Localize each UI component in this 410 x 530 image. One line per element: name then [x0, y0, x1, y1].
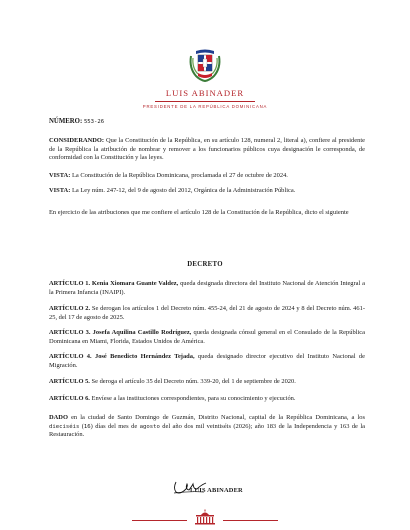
- vista-label-2: VISTA:: [49, 187, 71, 194]
- articulo-6: [49, 395, 365, 404]
- vista-paragraph-1: [49, 172, 365, 181]
- vista-label-1: VISTA:: [49, 172, 71, 179]
- numero-value: 553-26: [83, 119, 105, 125]
- dado-text-1: en la ciudad de Santo Domingo de Guzmán, Distrito Nacional, capital de la República Dominicana, a los: [67, 414, 365, 421]
- dado-text-2: (: [79, 422, 84, 430]
- articulo-2: [49, 305, 365, 322]
- decreto-title: DECRETO: [187, 261, 223, 268]
- footer-divider-left: [132, 520, 187, 521]
- dado-paragraph: [49, 414, 365, 440]
- articulo-3-label: ARTÍCULO 3.: [49, 329, 91, 336]
- considerando-text: Que la Constitución de la República, en su artículo 128, numeral 2, literal a), confiere al presidente de la República la atribución de nombrar y remover a los funcionarios públicos cuya designación le corresponda, de conformidad con la Constitución y las leyes.: [49, 137, 365, 162]
- footer-divider-right: [223, 520, 278, 521]
- ejercicio-paragraph: En ejercicio de las atribuciones que me confiere el artículo 128 de la Constitución de la República, dicto el siguiente: [49, 209, 349, 216]
- articulo-4-label: ARTÍCULO 4.: [49, 353, 92, 360]
- articulo-1-name: Kenia Xiomara Guante Valdez,: [90, 280, 179, 287]
- articulo-5: [49, 378, 365, 387]
- numero-label: NÚMERO:: [49, 118, 83, 125]
- decree-number: [49, 118, 104, 125]
- articulo-5-text: Se deroga el artículo 35 del Decreto núm. 339-20, del 1 de septiembre de 2020.: [89, 378, 296, 385]
- dado-month: agosto: [139, 423, 160, 430]
- articulo-2-text: Se derogan los artículos 1 del Decreto núm. 455-24, del 21 de agosto de 2024 y 8 del Decreto núm. 461-25, del 17 de agosto de 2025.: [49, 305, 365, 321]
- articulo-6-label: ARTÍCULO 6.: [49, 395, 90, 402]
- dado-text-3: ) días del mes de: [90, 422, 140, 430]
- articulo-2-label: ARTÍCULO 2.: [49, 305, 91, 312]
- articulo-1-label: ARTÍCULO 1.: [49, 280, 91, 287]
- articulo-3-text: queda designada cónsul general en el Consulado de la República Dominicana en Miami, Florida, Estados Unidos de América.: [49, 329, 365, 345]
- considerando-label: CONSIDERANDO:: [49, 137, 105, 144]
- considerando-paragraph: [49, 137, 365, 163]
- national-palace-icon: [193, 509, 217, 525]
- coat-of-arms-icon: [187, 46, 223, 84]
- vista-paragraph-2: [49, 187, 365, 196]
- articulo-5-label: ARTÍCULO 5.: [49, 378, 90, 385]
- dado-label: DADO: [49, 414, 68, 421]
- articulo-3: [49, 329, 365, 346]
- header-divider: [155, 101, 255, 102]
- articulo-4: [49, 353, 365, 370]
- vista-text-1: La Constitución de la República Dominicana, proclamada el 27 de octubre de 2024.: [70, 172, 288, 179]
- articulo-4-text: queda designado director ejecutivo del Instituto Nacional de Migración.: [49, 353, 365, 369]
- dado-day-number: 16: [83, 423, 91, 430]
- articulo-1-text: queda designada directora del Instituto Nacional de Atención Integral a la Primera Infancia (INAIPI).: [49, 280, 365, 296]
- dado-day-word: dieciséis: [49, 423, 80, 430]
- vista-text-2: La Ley núm. 247-12, del 9 de agosto del 2012, Orgánica de la Administración Pública.: [70, 187, 296, 194]
- president-subtitle: PRESIDENTE DE LA REPÚBLICA DOMINICANA: [142, 104, 268, 109]
- president-name-heading: LUIS ABINADER: [165, 88, 245, 98]
- articulo-6-text: Envíese a las instituciones correspondientes, para su conocimiento y ejecución.: [89, 395, 296, 402]
- articulo-1: [49, 280, 365, 297]
- articulo-3-name: Josefa Aquilina Castillo Rodríguez,: [90, 329, 192, 336]
- dado-text-4: del año dos mil veintiséis (2026); año 183 de la Independencia y 163 de la Restauración.: [49, 422, 365, 439]
- articulo-4-name: José Benedicto Hernández Tejada,: [91, 353, 195, 360]
- signature-name: LUIS ABINADER: [190, 487, 243, 494]
